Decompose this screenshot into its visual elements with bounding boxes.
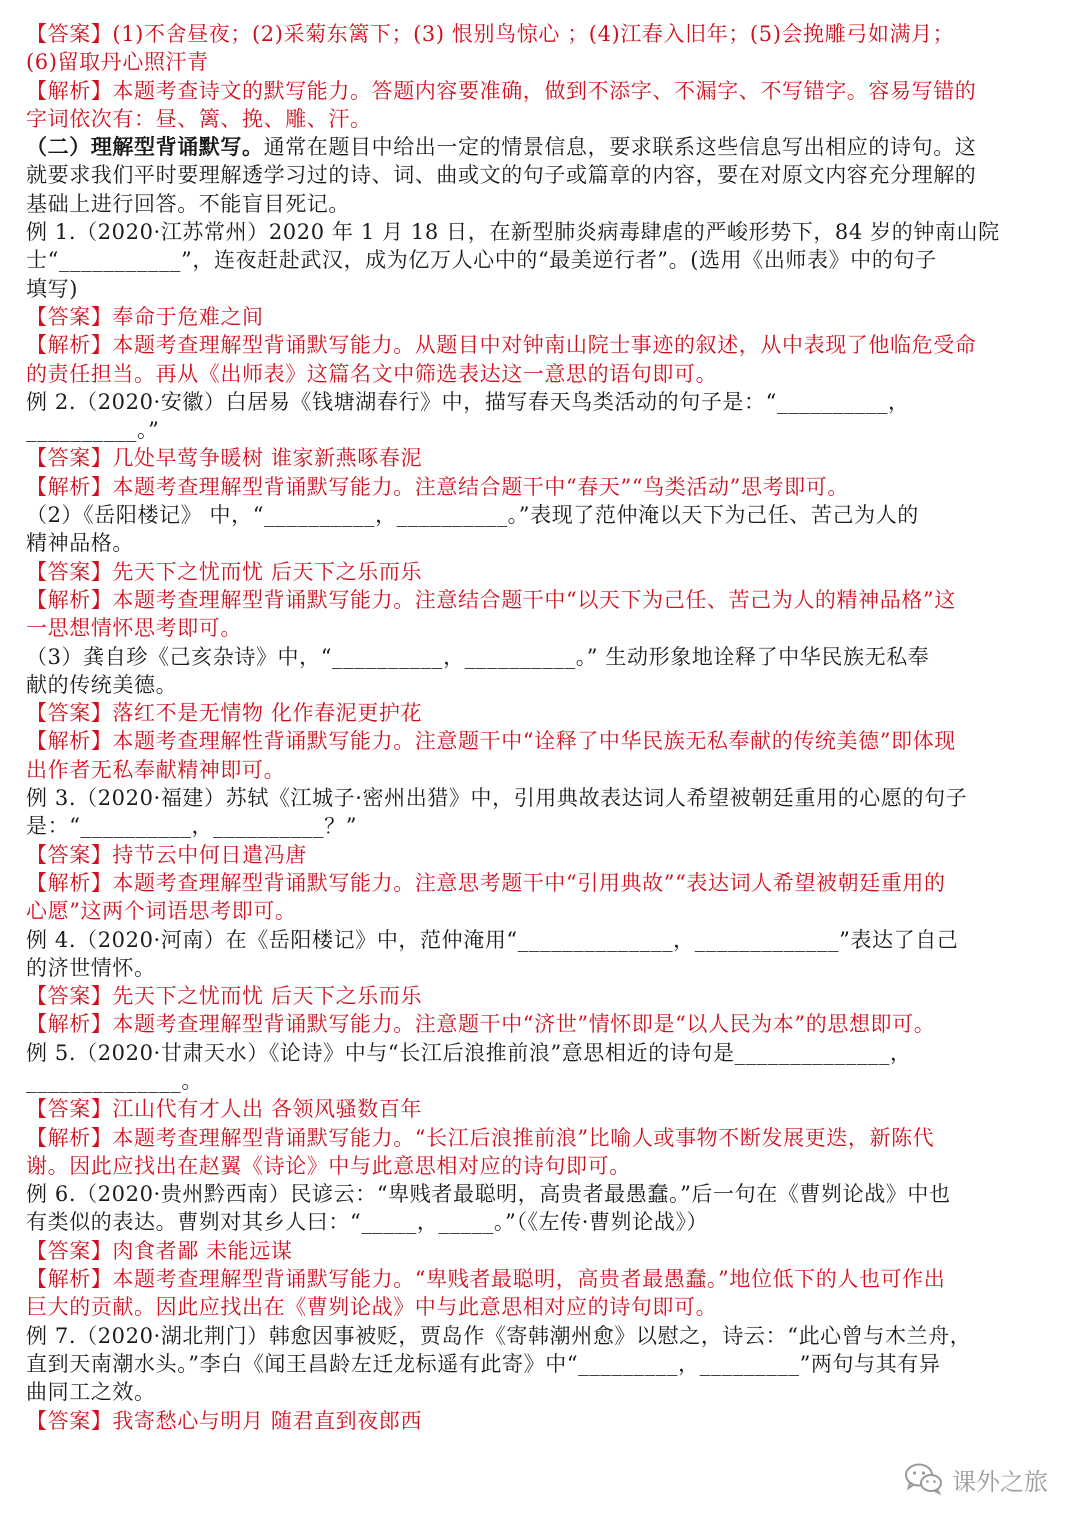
wechat-icon bbox=[904, 1462, 944, 1496]
text-line: 例 1.（2020·江苏常州）2020 年 1 月 18 日，在新型肺炎病毒肆虐的严峻形势下，84 岁的钟南山院 bbox=[26, 220, 1000, 245]
text-line: 【解析】本题考查理解型背诵默写能力。注意思考题干中“引用典故”“表达词人希望被朝廷重用的 bbox=[26, 870, 946, 895]
section-intro: 通常在题目中给出一定的情景信息，要求联系这些信息写出相应的诗句。这 bbox=[263, 135, 977, 160]
text-line: 的济世情怀。 bbox=[26, 955, 156, 980]
text-line: 巨大的贡献。因此应找出在《曹刿论战》中与此意思相对应的诗句即可。 bbox=[26, 1295, 718, 1320]
text-line: 【答案】江山代有才人出 各领风骚数百年 bbox=[26, 1097, 423, 1122]
text-line: 【解析】本题考查理解型背诵默写能力。“长江后浪推前浪”比喻人或事物不断发展更迭，新陈代 bbox=[26, 1125, 935, 1150]
text-line: 【解析】本题考查理解型背诵默写能力。从题目中对钟南山院士事迹的叙述，从中表现了他临危受命 bbox=[26, 333, 977, 358]
text-line bbox=[26, 133, 1056, 161]
text-line: 【答案】先天下之忧而忧 后天下之乐而乐 bbox=[26, 984, 423, 1009]
text-line: 献的传统美德。 bbox=[26, 672, 178, 697]
text-line: （3）龚自珍《己亥杂诗》中，“__________，__________。” 生动形象地诠释了中华民族无私奉 bbox=[26, 644, 930, 669]
watermark bbox=[904, 1459, 1048, 1499]
text-line: 例 6.（2020·贵州黔西南）民谚云：“卑贱者最聪明，高贵者最愚蠢。”后一句在《曹刿论战》中也 bbox=[26, 1182, 951, 1207]
text-line: 心愿”这两个词语思考即可。 bbox=[26, 899, 297, 924]
text-line: 【解析】本题考查理解型背诵默写能力。注意结合题干中“春天”“鸟类活动”思考即可。 bbox=[26, 474, 849, 499]
text-line: 【答案】先天下之忧而忧 后天下之乐而乐 bbox=[26, 559, 423, 584]
text-line: 【答案】持节云中何日遣冯唐 bbox=[26, 842, 307, 867]
text-line: 士“___________”，连夜赶赴武汉，成为亿万人心中的“最美逆行者”。(选用《出师表》中的句子 bbox=[26, 248, 937, 273]
text-line: 【答案】几处早莺争暖树 谁家新燕啄春泥 bbox=[26, 446, 423, 471]
text-line: 字词依次有：昼、篱、挽、雕、汗。 bbox=[26, 106, 372, 131]
text-line: 例 4.（2020·河南）在《岳阳楼记》中，范仲淹用“______________，_____________”表达了自己 bbox=[26, 927, 959, 952]
watermark-text: 课外之旅 bbox=[952, 1467, 1048, 1496]
text-line: 直到天南潮水头。”李白《闻王昌龄左迁龙标遥有此寄》中“_________，_________”两句与其有异 bbox=[26, 1351, 941, 1376]
text-line: 【答案】奉命于危难之间 bbox=[26, 304, 264, 329]
text-line: 例 3.（2020·福建）苏轼《江城子·密州出猎》中，引用典故表达词人希望被朝廷重用的心愿的句子 bbox=[26, 786, 968, 811]
text-line: 【答案】肉食者鄙 未能远谋 bbox=[26, 1238, 293, 1263]
text-line: ______________。 bbox=[26, 1068, 203, 1093]
text-line: 【解析】本题考查诗文的默写能力。答题内容要准确，做到不添字、不漏字、不写错字。容易写错的 bbox=[26, 78, 977, 103]
text-line: 【解析】本题考查理解型背诵默写能力。注意题干中“济世”情怀即是“以人民为本”的思想即可。 bbox=[26, 1012, 936, 1037]
text-line: 例 5.（2020·甘肃天水）《论诗》中与“长江后浪推前浪”意思相近的诗句是______________， bbox=[26, 1040, 912, 1065]
text-line: 基础上进行回答。不能盲目死记。 bbox=[26, 191, 350, 216]
text-line: 出作者无私奉献精神即可。 bbox=[26, 757, 286, 782]
text-line: 是：“__________，__________？” bbox=[26, 814, 358, 839]
text-line: __________。” bbox=[26, 418, 160, 443]
section-heading: （二）理解型背诵默写。 bbox=[26, 134, 264, 160]
text-line: 例 2.（2020·安徽）白居易《钱塘湖春行》中，描写春天鸟类活动的句子是：“__________， bbox=[26, 389, 910, 414]
text-line: 例 7.（2020·湖北荆门）韩愈因事被贬，贾岛作《寄韩潮州愈》以慰之，诗云：“此心曾与木兰舟， bbox=[26, 1323, 972, 1348]
text-line: 【解析】本题考查理解型背诵默写能力。注意结合题干中“以天下为己任、苦己为人的精神品格”这 bbox=[26, 587, 956, 612]
text-line: 的责任担当。再从《出师表》这篇名文中筛选表达这一意思的语句即可。 bbox=[26, 361, 718, 386]
text-line: 有类似的表达。曹刿对其乡人曰：“_____，_____。”（《左传·曹刿论战》） bbox=[26, 1210, 709, 1235]
text-line: 曲同工之效。 bbox=[26, 1380, 156, 1405]
text-line: 【解析】本题考查理解性背诵默写能力。注意题干中“诠释了中华民族无私奉献的传统美德”即体现 bbox=[26, 729, 956, 754]
text-line: 【解析】本题考查理解型背诵默写能力。“卑贱者最聪明，高贵者最愚蠢。”地位低下的人也可作出 bbox=[26, 1267, 946, 1292]
text-line: 【答案】我寄愁心与明月 随君直到夜郎西 bbox=[26, 1408, 423, 1433]
text-line: 就要求我们平时要理解透学习过的诗、词、曲或文的句子或篇章的内容，要在对原文内容充分理解的 bbox=[26, 163, 977, 188]
text-line: (6)留取丹心照汗青 bbox=[26, 50, 209, 75]
text-line: 【答案】(1)不舍昼夜；(2)采菊东篱下；(3) 恨别鸟惊心 ；(4)江春入旧年；(5)会挽雕弓如满月； bbox=[26, 22, 955, 46]
text-line: 精神品格。 bbox=[26, 531, 134, 556]
text-line: 谢。因此应找出在赵翼《诗论》中与此意思相对应的诗句即可。 bbox=[26, 1153, 631, 1178]
text-line: 一思想情怀思考即可。 bbox=[26, 616, 242, 641]
text-line: （2）《岳阳楼记》 中，“__________，__________。”表现了范仲淹以天下为己任、苦己为人的 bbox=[26, 503, 919, 528]
text-line: 【答案】落红不是无情物 化作春泥更护花 bbox=[26, 701, 423, 726]
document-body bbox=[26, 20, 1056, 1435]
text-line: 填写) bbox=[26, 276, 78, 301]
